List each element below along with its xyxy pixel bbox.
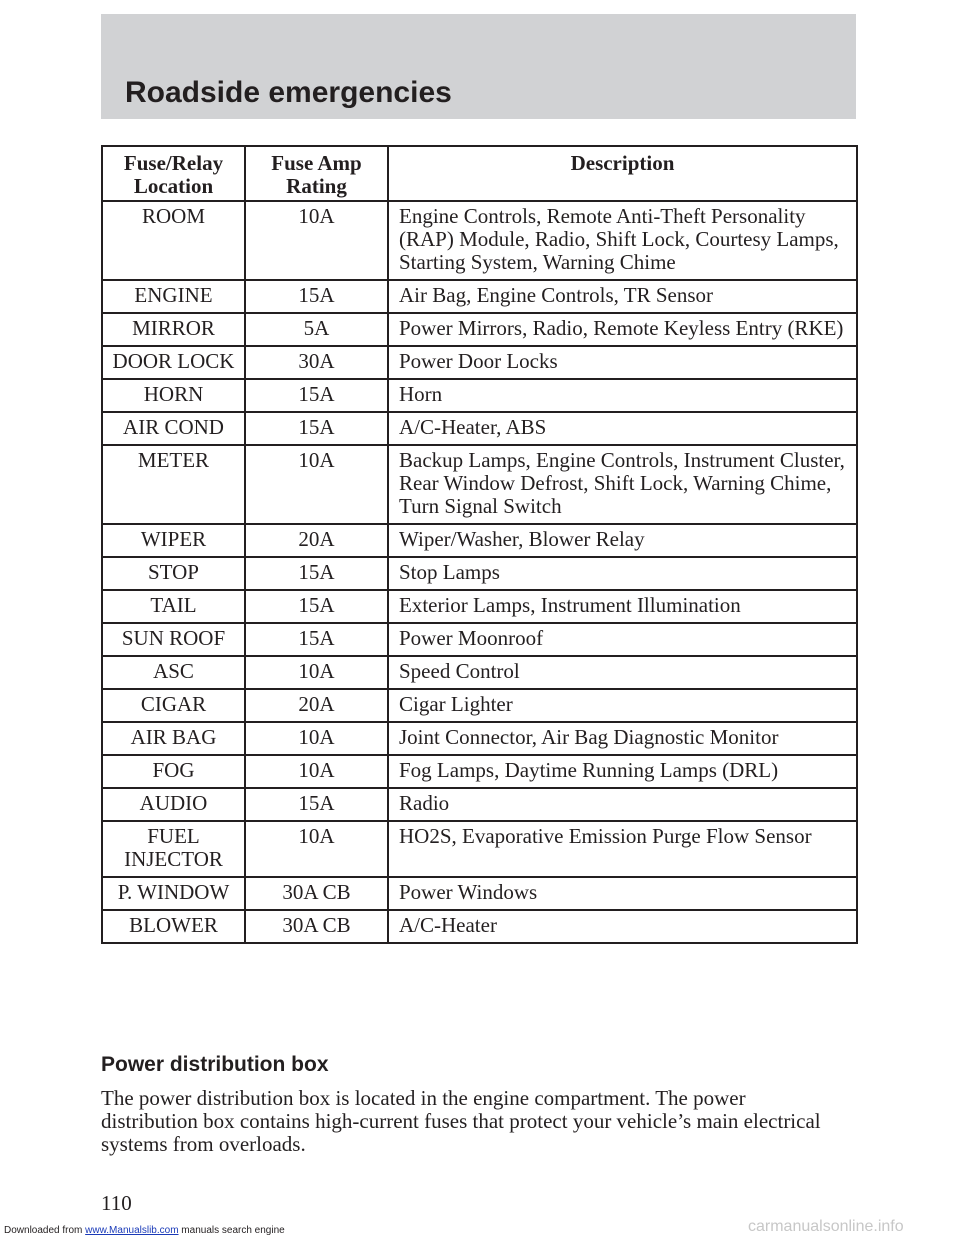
table-row (102, 524, 857, 557)
cell-description: Exterior Lamps, Instrument Illumination (388, 590, 857, 623)
table-row (102, 910, 857, 943)
table-row (102, 280, 857, 313)
cell-description: A/C-Heater, ABS (388, 412, 857, 445)
cell-location: WIPER (102, 524, 245, 557)
table-row (102, 755, 857, 788)
table-row (102, 722, 857, 755)
cell-description: Power Windows (388, 877, 857, 910)
cell-location: SUN ROOF (102, 623, 245, 656)
cell-description: HO2S, Evaporative Emission Purge Flow Sensor (388, 821, 857, 877)
manualslib-link[interactable]: www.Manualslib.com (85, 1225, 179, 1236)
cell-description: Stop Lamps (388, 557, 857, 590)
cell-amp-rating: 15A (245, 280, 388, 313)
cell-location: STOP (102, 557, 245, 590)
cell-location: TAIL (102, 590, 245, 623)
page-number: 110 (101, 1191, 132, 1215)
table-row (102, 623, 857, 656)
cell-amp-rating: 10A (245, 201, 388, 280)
page-header (101, 14, 856, 119)
footer-prefix: Downloaded from (4, 1225, 86, 1236)
cell-description: Engine Controls, Remote Anti-Theft Personality (RAP) Module, Radio, Shift Lock, Courtesy Lamps, Starting System, Warning Chime (388, 201, 857, 280)
cell-amp-rating: 10A (245, 821, 388, 877)
table-row (102, 346, 857, 379)
table-row (102, 557, 857, 590)
cell-location: AIR BAG (102, 722, 245, 755)
cell-amp-rating: 10A (245, 445, 388, 524)
cell-amp-rating: 30A CB (245, 910, 388, 943)
watermark: carmanualsonline.info (748, 1218, 904, 1235)
cell-description: Radio (388, 788, 857, 821)
table-row (102, 877, 857, 910)
cell-location: HORN (102, 379, 245, 412)
cell-description: A/C-Heater (388, 910, 857, 943)
cell-amp-rating: 30A CB (245, 877, 388, 910)
cell-description: Power Door Locks (388, 346, 857, 379)
cell-description: Power Moonroof (388, 623, 857, 656)
fuse-table-body (102, 201, 857, 943)
cell-location: AUDIO (102, 788, 245, 821)
cell-amp-rating: 30A (245, 346, 388, 379)
section-heading: Power distribution box (101, 1053, 329, 1076)
cell-description: Joint Connector, Air Bag Diagnostic Monitor (388, 722, 857, 755)
cell-amp-rating: 20A (245, 689, 388, 722)
table-row (102, 379, 857, 412)
cell-amp-rating: 15A (245, 623, 388, 656)
cell-location: CIGAR (102, 689, 245, 722)
footer-suffix: manuals search engine (178, 1225, 285, 1236)
cell-description: Horn (388, 379, 857, 412)
cell-amp-rating: 10A (245, 755, 388, 788)
cell-location: MIRROR (102, 313, 245, 346)
cell-amp-rating: 15A (245, 590, 388, 623)
cell-description: Backup Lamps, Engine Controls, Instrument Cluster, Rear Window Defrost, Shift Lock, Warning Chime, Turn Signal Switch (388, 445, 857, 524)
cell-amp-rating: 15A (245, 557, 388, 590)
column-header-amp-rating: Fuse Amp Rating (245, 146, 388, 201)
table-row (102, 656, 857, 689)
fuse-table (101, 145, 858, 944)
table-row (102, 788, 857, 821)
cell-location: ENGINE (102, 280, 245, 313)
cell-amp-rating: 15A (245, 379, 388, 412)
cell-location: AIR COND (102, 412, 245, 445)
download-footer (4, 1225, 285, 1236)
section-body: The power distribution box is located in the engine compartment. The power distribution box contains high-current fuses that protect your vehicle’s main electrical systems from overloads. (101, 1086, 821, 1156)
cell-description: Power Mirrors, Radio, Remote Keyless Entry (RKE) (388, 313, 857, 346)
cell-description: Cigar Lighter (388, 689, 857, 722)
table-row (102, 821, 857, 877)
cell-amp-rating: 20A (245, 524, 388, 557)
cell-location: FUEL INJECTOR (102, 821, 245, 877)
cell-location: DOOR LOCK (102, 346, 245, 379)
column-header-location: Fuse/Relay Location (102, 146, 245, 201)
table-header-row (102, 146, 857, 201)
table-row (102, 590, 857, 623)
cell-amp-rating: 5A (245, 313, 388, 346)
cell-location: METER (102, 445, 245, 524)
cell-description: Air Bag, Engine Controls, TR Sensor (388, 280, 857, 313)
table-row (102, 201, 857, 280)
table-row (102, 689, 857, 722)
cell-location: ASC (102, 656, 245, 689)
cell-amp-rating: 10A (245, 722, 388, 755)
cell-description: Fog Lamps, Daytime Running Lamps (DRL) (388, 755, 857, 788)
cell-amp-rating: 15A (245, 412, 388, 445)
cell-location: BLOWER (102, 910, 245, 943)
table-row (102, 445, 857, 524)
cell-amp-rating: 10A (245, 656, 388, 689)
column-header-description: Description (388, 146, 857, 201)
cell-description: Speed Control (388, 656, 857, 689)
table-row (102, 313, 857, 346)
table-row (102, 412, 857, 445)
cell-description: Wiper/Washer, Blower Relay (388, 524, 857, 557)
cell-location: ROOM (102, 201, 245, 280)
cell-amp-rating: 15A (245, 788, 388, 821)
cell-location: FOG (102, 755, 245, 788)
cell-location: P. WINDOW (102, 877, 245, 910)
header-title: Roadside emergencies (125, 76, 452, 109)
